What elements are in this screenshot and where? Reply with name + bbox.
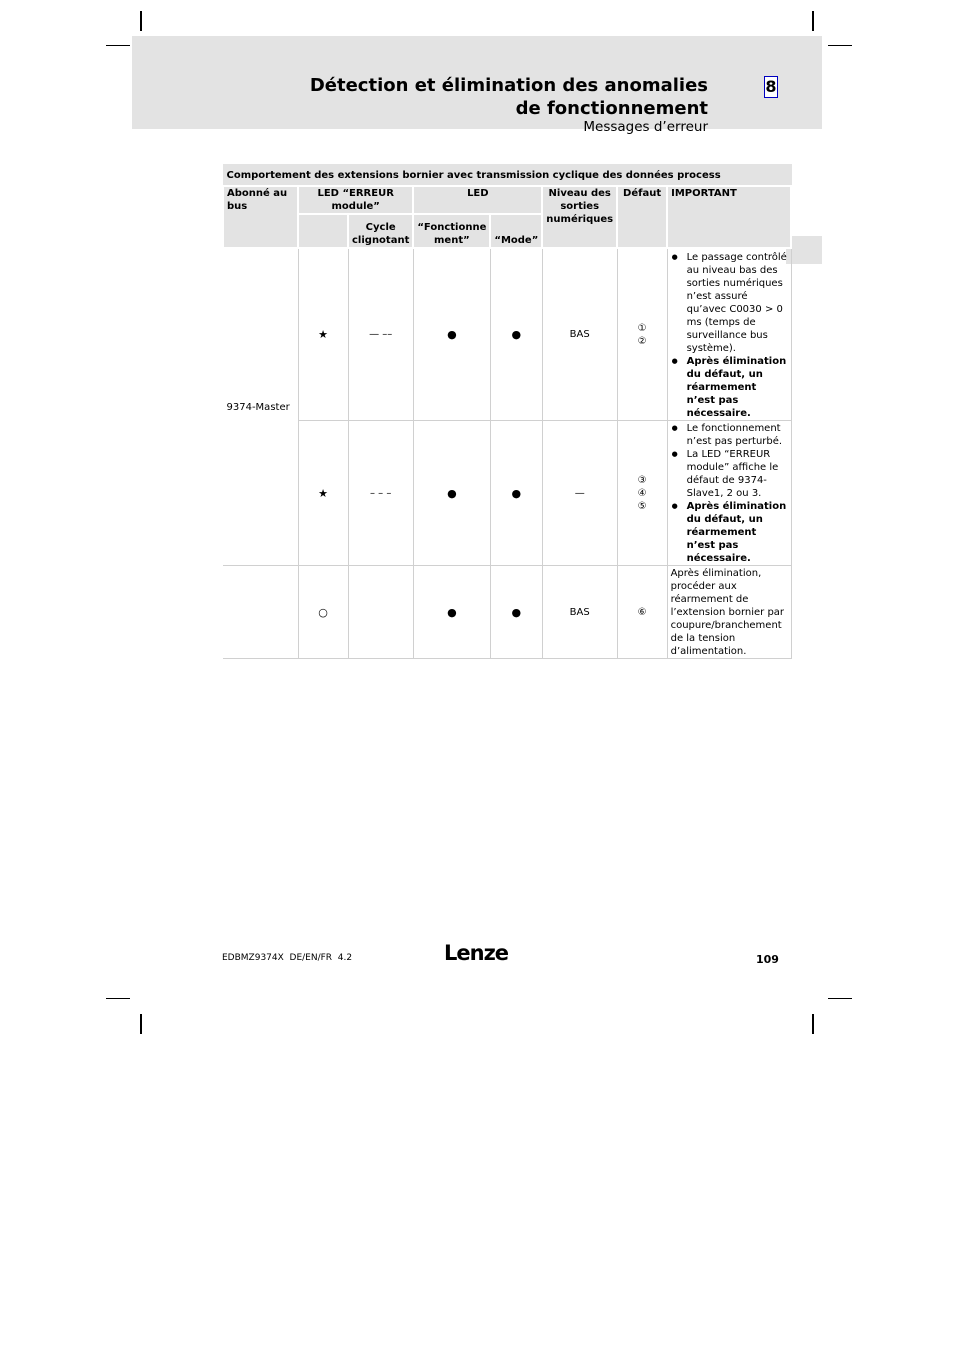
crop-mark [140, 11, 142, 31]
header-led-erreur-blank [298, 214, 348, 248]
page-title: Détection et élimination des anomalies de fonctionnement [309, 75, 708, 119]
cycle-symbol [348, 566, 413, 659]
crop-mark [812, 1014, 814, 1034]
important-cell [667, 421, 791, 566]
mode-dot: ● [490, 248, 542, 421]
led-erreur-symbol: ○ [298, 566, 348, 659]
table-caption: Comportement des extensions bornier avec transmission cyclique des données process [223, 165, 791, 187]
header-important: IMPORTANT [667, 186, 791, 248]
document-id: EDBMZ9374X DE/EN/FR 4.2 [222, 953, 353, 963]
defaut-code: ② [637, 335, 647, 347]
table-row [223, 421, 791, 566]
cycle-symbol: — –– [348, 248, 413, 421]
header-abonne: Abonné au bus [223, 186, 298, 248]
chapter-number[interactable]: 8 [765, 77, 777, 96]
led-erreur-symbol: ★ [298, 421, 348, 566]
defaut-codes [617, 566, 667, 659]
important-item: ● Après élimination du défaut, un réarmement n’est pas nécessaire. [671, 500, 788, 565]
defaut-code: ⑥ [637, 606, 647, 618]
crop-mark [106, 998, 130, 999]
important-item: ● La LED “ERREUR module” affiche le défaut de 9374-Slave1, 2 ou 3. [671, 448, 788, 500]
table-row [223, 248, 791, 421]
important-item: ● Le fonctionnement n’est pas perturbé. [671, 422, 788, 448]
defaut-code: ④ [637, 487, 647, 499]
cycle-symbol: – – – [348, 421, 413, 566]
error-behavior-table [222, 164, 792, 659]
header-mode: “Mode” [490, 214, 542, 248]
niveau-value: BAS [542, 248, 617, 421]
defaut-code: ⑤ [637, 500, 647, 512]
header-led: LED [413, 186, 542, 214]
crop-mark [140, 1014, 142, 1034]
lenze-logo: Lenze [444, 941, 509, 965]
fonctionnement-dot: ● [413, 421, 490, 566]
fonctionnement-dot: ● [413, 566, 490, 659]
important-text: Après élimination, procéder aux réarmement de l’extension bornier par coupure/branchement de la tension d’alimentation. [667, 566, 791, 659]
header-led-erreur: LED “ERREUR module” [298, 186, 413, 214]
header-cycle: Cycle clignotant [348, 214, 413, 248]
niveau-value: — [542, 421, 617, 566]
mode-dot: ● [490, 566, 542, 659]
defaut-codes [617, 248, 667, 421]
page-subtitle: Messages d’erreur [583, 119, 708, 135]
abonne-blank [223, 566, 298, 659]
crop-mark [828, 45, 852, 46]
niveau-value: BAS [542, 566, 617, 659]
defaut-code: ① [637, 322, 647, 334]
header-defaut: Défaut [617, 186, 667, 248]
header-niveau: Niveau des sorties numériques [542, 186, 617, 248]
defaut-code: ③ [637, 474, 647, 486]
table-row [223, 566, 791, 659]
header-fonctionnement: “Fonctionne ment” [413, 214, 490, 248]
important-item: ● Le passage contrôlé au niveau bas des sorties numériques n’est assuré qu’avec C0030 > 0 ms (temps de surveillance bus système). [671, 251, 788, 355]
crop-mark [828, 998, 852, 999]
led-erreur-symbol: ★ [298, 248, 348, 421]
important-cell [667, 248, 791, 421]
defaut-codes [617, 421, 667, 566]
fonctionnement-dot: ● [413, 248, 490, 421]
crop-mark [106, 45, 130, 46]
page-number: 109 [756, 953, 779, 966]
abonne-value: 9374-Master [223, 248, 298, 566]
important-item: ● Après élimination du défaut, un réarmement n’est pas nécessaire. [671, 355, 788, 420]
mode-dot: ● [490, 421, 542, 566]
crop-mark [812, 11, 814, 31]
